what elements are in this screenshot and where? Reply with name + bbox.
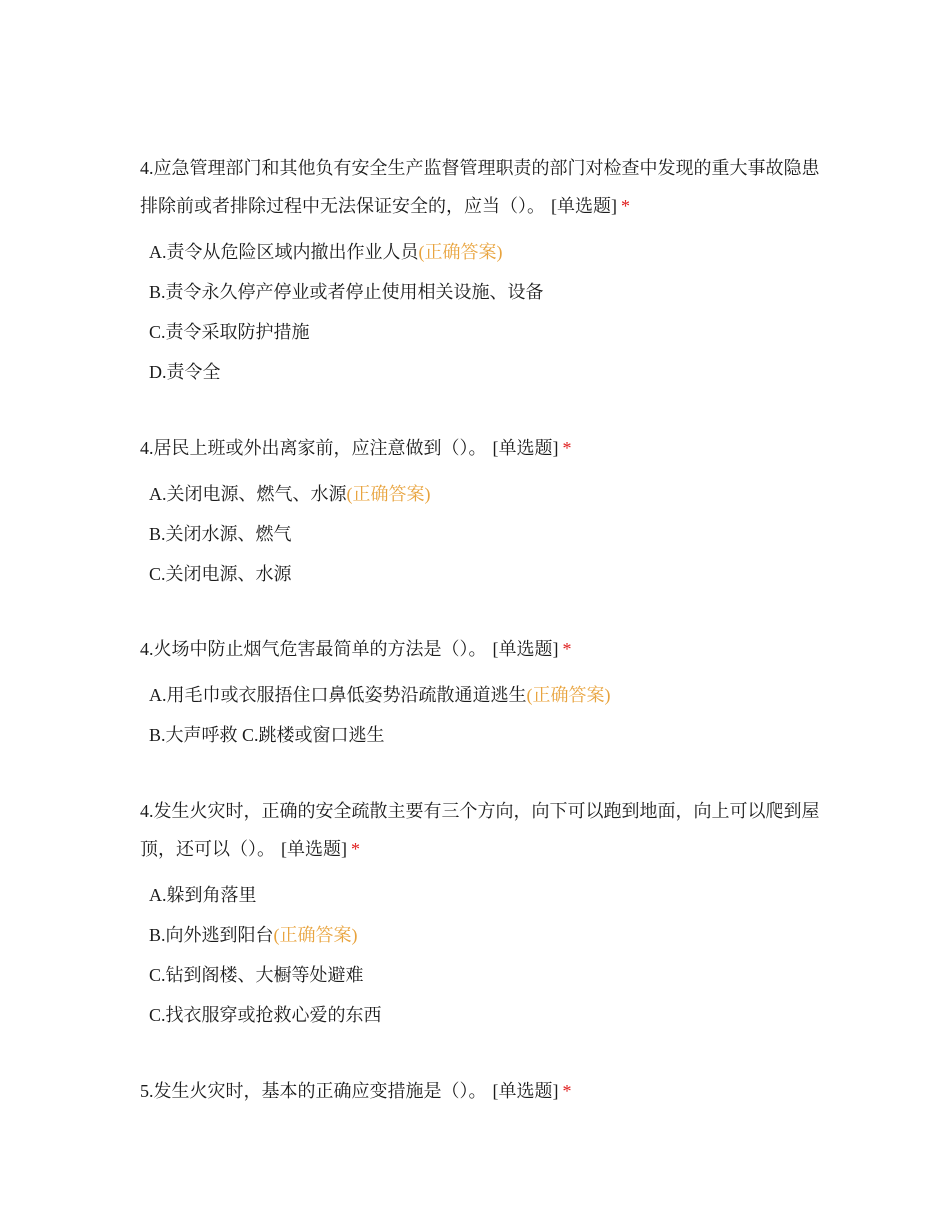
- correct-answer-mark: (正确答案): [526, 685, 611, 705]
- option-list: [149, 875, 820, 1035]
- option-text: C.关闭电源、水源: [149, 564, 292, 584]
- option-text: B.责令永久停产停业或者停止使用相关设施、设备: [149, 282, 544, 302]
- question-1: [140, 149, 820, 392]
- required-mark: *: [562, 1081, 572, 1101]
- question-type: [单选题]: [551, 196, 617, 216]
- option-a[interactable]: [149, 875, 820, 915]
- option-c[interactable]: [149, 955, 820, 995]
- question-4: [140, 792, 820, 1035]
- option-text: D.责令全: [149, 362, 221, 382]
- correct-answer-mark: (正确答案): [346, 484, 431, 504]
- option-a[interactable]: [149, 474, 820, 514]
- correct-answer-mark: (正确答案): [418, 242, 503, 262]
- question-text: [140, 429, 820, 467]
- question-5: [140, 1072, 820, 1110]
- option-text: C.钻到阁楼、大橱等处避难: [149, 965, 364, 985]
- required-mark: *: [351, 839, 360, 859]
- option-text: A.关闭电源、燃气、水源: [149, 484, 347, 504]
- question-text: [140, 1072, 820, 1110]
- option-c[interactable]: [149, 554, 820, 594]
- option-a[interactable]: [149, 675, 820, 715]
- option-text: B.大声呼救 C.跳楼或窗口逃生: [149, 725, 385, 745]
- question-text: [140, 149, 820, 225]
- question-stem: 5.发生火灾时，基本的正确应变措施是（）。: [140, 1081, 487, 1101]
- option-text: A.用毛巾或衣服捂住口鼻低姿势沿疏散通道逃生: [149, 685, 527, 705]
- option-text: A.责令从危险区域内撤出作业人员: [149, 242, 419, 262]
- question-text: [140, 630, 820, 668]
- question-stem: 4.居民上班或外出离家前，应注意做到（）。: [140, 438, 487, 458]
- option-list: [149, 675, 820, 755]
- question-stem: 4.应急管理部门和其他负有安全生产监督管理职责的部门对检查中发现的重大事故隐患排除前或者排除过程中无法保证安全的，应当（）。: [140, 158, 820, 216]
- question-type: [单选题]: [492, 1081, 559, 1101]
- question-3: [140, 630, 820, 755]
- question-2: [140, 429, 820, 594]
- required-mark: *: [621, 196, 630, 216]
- option-b[interactable]: [149, 915, 820, 955]
- option-text: C.找衣服穿或抢救心爱的东西: [149, 1005, 382, 1025]
- question-text: [140, 792, 820, 868]
- option-b[interactable]: [149, 715, 820, 755]
- correct-answer-mark: (正确答案): [273, 925, 358, 945]
- option-text: B.关闭水源、燃气: [149, 524, 292, 544]
- option-list: [149, 474, 820, 594]
- required-mark: *: [562, 438, 572, 458]
- option-b[interactable]: [149, 514, 820, 554]
- option-d[interactable]: [149, 352, 820, 392]
- option-c[interactable]: [149, 312, 820, 352]
- option-a[interactable]: [149, 232, 820, 272]
- option-text: B.向外逃到阳台: [149, 925, 274, 945]
- required-mark: *: [562, 639, 572, 659]
- option-d[interactable]: [149, 995, 820, 1035]
- question-stem: 4.火场中防止烟气危害最简单的方法是（）。: [140, 639, 487, 659]
- question-type: [单选题]: [492, 438, 559, 458]
- option-b[interactable]: [149, 272, 820, 312]
- option-list: [149, 232, 820, 392]
- question-type: [单选题]: [281, 839, 347, 859]
- question-stem: 4.发生火灾时，正确的安全疏散主要有三个方向，向下可以跑到地面，向上可以爬到屋顶，还可以（）。: [140, 801, 820, 859]
- option-text: C.责令采取防护措施: [149, 322, 310, 342]
- option-text: A.躲到角落里: [149, 885, 257, 905]
- question-type: [单选题]: [492, 639, 559, 659]
